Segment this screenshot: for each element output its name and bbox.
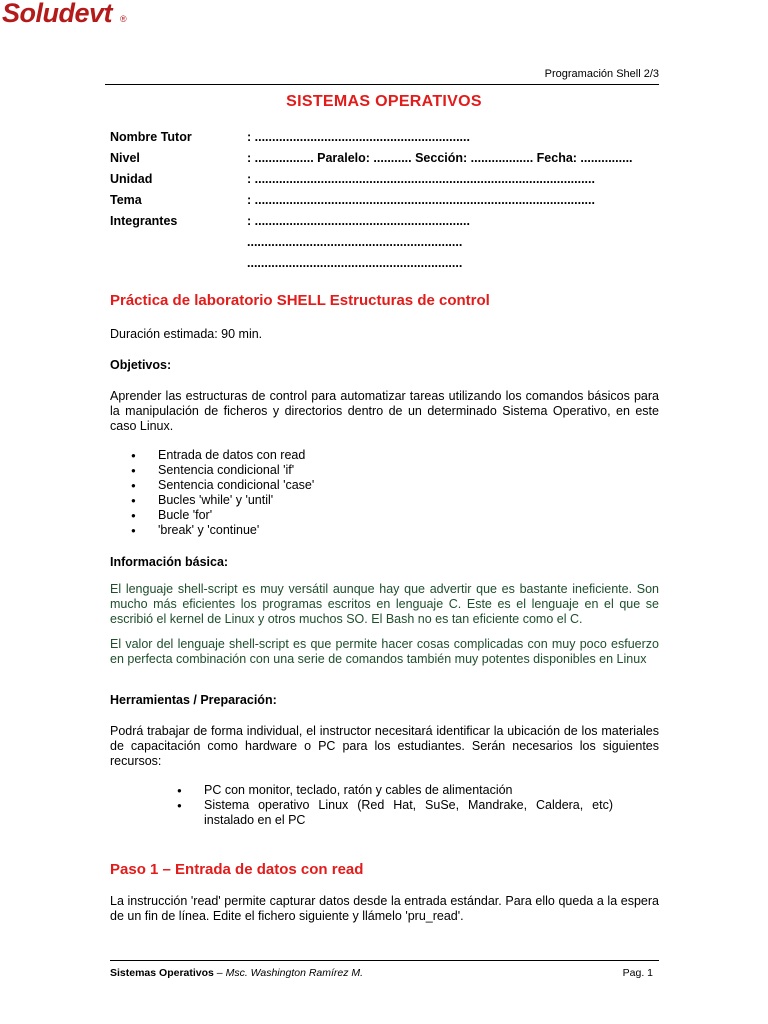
integrantes-label: Integrantes bbox=[110, 214, 178, 228]
list-item: ● Bucle 'for' bbox=[131, 508, 314, 523]
list-item: ● PC con monitor, teclado, ratón y cables de alimentación bbox=[177, 783, 613, 798]
tools-list bbox=[177, 783, 613, 828]
header-page-label: Programación Shell 2/3 bbox=[544, 68, 659, 80]
integrantes-line-2: .............................................................. bbox=[247, 235, 463, 249]
step1-paragraph: La instrucción 'read' permite capturar datos desde la entrada estándar. Para ello queda a la espera de un fin de línea. Edite el fichero siguiente y llámelo 'pru_read'. bbox=[110, 894, 659, 923]
header-rule bbox=[105, 84, 659, 85]
list-item: ● Sentencia condicional 'case' bbox=[131, 478, 314, 493]
company-logo: Soludevt bbox=[2, 0, 113, 28]
objectives-heading: Objetivos: bbox=[110, 358, 172, 372]
tools-heading: Herramientas / Preparación: bbox=[110, 693, 277, 707]
practice-title: Práctica de laboratorio SHELL Estructuras de control bbox=[110, 292, 490, 309]
list-item: ● Sistema operativo Linux (Red Hat, SuSe, Mandrake, Caldera, etc) instalado en el PC bbox=[177, 798, 613, 828]
objectives-paragraph: Aprender las estructuras de control para automatizar tareas utilizando los comandos básicos para la manipulación de ficheros y directorios dentro de un determinado Sistema Operativo, en este caso Linux. bbox=[110, 389, 659, 433]
list-item: ● Bucles 'while' y 'until' bbox=[131, 493, 314, 508]
registered-mark: ® bbox=[120, 14, 127, 24]
nivel-label: Nivel bbox=[110, 151, 140, 165]
info-paragraph-1: El lenguaje shell-script es muy versátil aunque hay que advertir que es bastante ineficiente. Son mucho más eficientes los programas escritos en lenguaje C. Este es el lenguaje en el que se escribió el kernel de Linux y otros muchos SO. El Bash no es tan eficiente como el C. bbox=[110, 582, 659, 626]
list-item: ● Sentencia condicional 'if' bbox=[131, 463, 314, 478]
integrantes-line-3: .............................................................. bbox=[247, 256, 463, 270]
objectives-list bbox=[131, 448, 314, 538]
unidad-value: : .................................................................................................. bbox=[247, 172, 595, 186]
footer-dash: – bbox=[213, 967, 226, 979]
tutor-value: : .............................................................. bbox=[247, 130, 470, 144]
nivel-value: : ................. Paralelo: ........... Sección: .................. Fecha: ............... bbox=[247, 151, 633, 165]
unidad-label: Unidad bbox=[110, 172, 153, 186]
step1-title: Paso 1 – Entrada de datos con read bbox=[110, 861, 364, 878]
info-heading: Información básica: bbox=[110, 555, 229, 569]
duration-text: Duración estimada: 90 min. bbox=[110, 327, 263, 341]
info-paragraph-2: El valor del lenguaje shell-script es que permite hacer cosas complicadas con muy poco esfuerzo en perfecta combinación con una serie de comandos también muy potentes disponibles en Linux bbox=[110, 637, 659, 666]
footer-course-name: Sistemas Operativos bbox=[110, 967, 214, 979]
document-title: SISTEMAS OPERATIVOS bbox=[286, 93, 482, 110]
tutor-label: Nombre Tutor bbox=[110, 130, 192, 144]
list-item: ● Entrada de datos con read bbox=[131, 448, 314, 463]
integrantes-line-1: : .............................................................. bbox=[247, 214, 470, 228]
footer-author: Msc. Washington Ramírez M. bbox=[225, 967, 364, 979]
tools-paragraph: Podrá trabajar de forma individual, el instructor necesitará identificar la ubicación de los materiales de capacitación como hardware o PC para los estudiantes. Serán necesarios los siguientes recursos: bbox=[110, 724, 659, 768]
footer-page-number: Pag. 1 bbox=[622, 967, 653, 979]
list-item: ● 'break' y 'continue' bbox=[131, 523, 314, 538]
tema-label: Tema bbox=[110, 193, 142, 207]
tema-value: : .................................................................................................. bbox=[247, 193, 595, 207]
footer-course bbox=[110, 967, 363, 979]
footer-rule bbox=[110, 960, 659, 961]
